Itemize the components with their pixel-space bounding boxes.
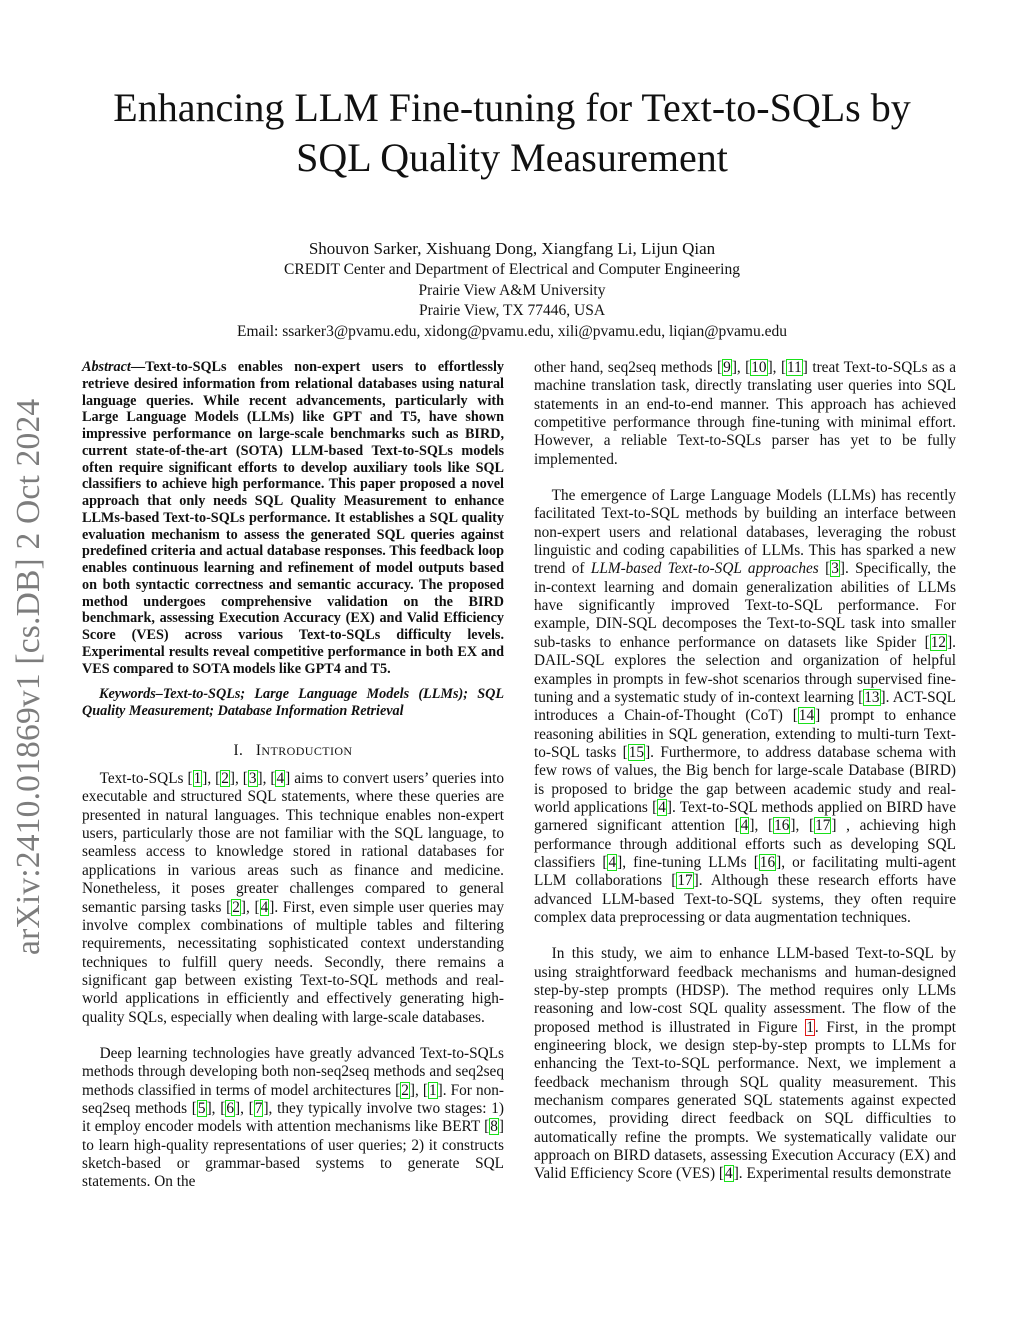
text-run: , fine-tuning LLMs xyxy=(622,853,754,871)
citation-link[interactable]: 9 xyxy=(723,359,731,376)
citation-link[interactable]: 17 xyxy=(677,872,693,890)
intro-paragraph-1: Text-to-SQLs [1], [2], [3], [4] aims to convert users’ queries into executable and structured SQL statements, where these queries are presented in natural languages. This technique enables non-expert users, particularly those are not familiar with the SQL language, to seamless access to knowledge stored in rational databases for applications in various areas such as finance and medicine. Nonetheless, it poses greater challenges compared to general semantic parsing tasks [2], [4]. First, even simple user queries may involve complex combinations of multiple tables and filtering requirements, necessitating sophisticated context understanding techniques to fulfill query needs. Secondly, there remains a significant gap between existing Text-to-SQL methods and real-world applications in efficiently and effectively generating high-quality SQLs, especially when dealing with large-scale databases. xyxy=(82,770,505,1026)
citation-link[interactable]: 2 xyxy=(221,770,229,788)
text-run: , achieving high performance through additional efforts such as developing SQL classifiers xyxy=(534,817,956,871)
citation-link[interactable]: 16 xyxy=(774,817,790,835)
intro-paragraph-4: In this study, we aim to enhance LLM-based Text-to-SQL by using straightforward feedback mechanisms and human-designed step-by-step prompts (HDSP). The method requires only LLMs reasoning and low-cost SQL quality assessment. The flow of the proposed method is illustrated in Figure 1. First, in the prompt engineering block, we design step-by-step prompts to LLMs for enhancing the Text-to-SQL performance. Next, we implement a feedback mechanism through SQL quality measurement. This mechanism compares generated SQL statements against expected outcomes, providing direct feedback on SQL difficulties to automatically refine the prompts. We systematically validate our approach on BIRD datasets, assessing Execution Accuracy (EX) and Valid Efficiency Score (VES) [4]. Experimental results demonstrate xyxy=(534,945,956,1183)
text-run xyxy=(819,560,825,577)
citation-link[interactable]: 4 xyxy=(725,1165,733,1183)
text-run: In this study, we aim to enhance LLM-based Text-to-SQL by using straightforward feedback mechanisms and human-designed step-by-step prompts (HDSP). The method requires only LLMs reasoning and low-cost SQL quality assessment. The flow of the proposed method is illustrated in Figure xyxy=(534,945,956,1036)
citation-link[interactable]: 2 xyxy=(401,1081,409,1099)
intro-paragraph-2: Deep learning technologies have greatly advanced Text-to-SQLs methods through developing both non-seq2seq methods and seq2seq methods classified in terms of model architectures [2], [1]. For non-seq2seq methods [5], [6], [7], they typically involve two stages: 1) it employ encoder models with attention mechanisms like BERT [8] to learn high-quality representations of user queries; 2) it constructs sketch-based or grammar-based systems to generate SQL statements. On the xyxy=(82,1044,504,1191)
right-column xyxy=(534,359,956,1184)
author-names: Shouvon Sarker, Xishuang Dong, Xiangfang Li, Lijun Qian xyxy=(308,239,716,258)
citation-link[interactable]: 7 xyxy=(254,1099,263,1117)
text-run: . Text-to-SQL methods applied on BIRD have garnered significant attention xyxy=(534,798,956,835)
citation-link[interactable]: 1 xyxy=(428,1081,437,1099)
citation-link[interactable]: 1 xyxy=(193,770,202,788)
text-run: . Furthermore, to address database schema with few rows of values, the Big bench for large-scale Database (BIRD) is proposed to bridge the gap between academic study and real-world applications xyxy=(534,743,956,816)
text-run: Text-to-SQLs xyxy=(99,770,188,788)
text-run: . First, even simple user queries may involve complex combinations of multiple tables and filtering requirements, necessitating sophisticated context understanding techniques to fulfill query needs. Secondly, there remains a significant gap between existing Text-to-SQL methods and real-world applications in efficiently and effectively generating high-quality SQLs, especially when dealing with large-scale databases. xyxy=(82,898,505,1026)
section-title-initial: I xyxy=(255,741,262,759)
arxiv-identifier-stamp: arXiv:2410.01869v1 [cs.DB] 2 Oct 2024 xyxy=(10,398,47,955)
citation-link[interactable]: 17 xyxy=(815,817,831,835)
citation-link[interactable]: 14 xyxy=(798,707,815,725)
citation-link[interactable]: 15 xyxy=(628,743,645,761)
citation-link[interactable]: 16 xyxy=(759,853,776,871)
title-line-1: Enhancing LLM Fine-tuning for Text-to-SQLs by xyxy=(113,85,911,130)
text-run: . Experimental results demonstrate xyxy=(738,1165,952,1183)
keywords: Keywords–Text-to-SQLs; Large Language Models (LLMs); SQL Quality Measurement; Database Information Retrieval xyxy=(82,686,504,719)
abstract-dash: — xyxy=(130,359,146,375)
text-run: Deep learning technologies have greatly advanced Text-to-SQLs methods through developing both non-seq2seq methods and seq2seq methods classified in terms of model architectures xyxy=(82,1044,504,1099)
citation-link[interactable]: 4 xyxy=(276,770,285,788)
text-run: . ACT-SQL introduces a Chain-of-Thought (CoT) xyxy=(534,688,956,725)
citation-link[interactable]: 2 xyxy=(232,898,240,916)
intro-paragraph-3: The emergence of Large Language Models (LLMs) has recently facilitated Text-to-SQL methods by building an interface between non-expert users and relational databases, leveraging the robust linguistic and coding capabilities of LLMs. This has sparked a new trend of LLM-based Text-to-SQL approaches [3]. Specifically, the in-context learning and domain generalization abilities of LLMs have significantly improved Text-to-SQL performance. For example, DIN-SQL decomposes the Text-to-SQL task into smaller sub-tasks to enhance performance on datasets like Spider [12]. DAIL-SQL explores the selection and organization of helpful examples in prompts in few-shot scenarios through supervised fine-tuning and a systematic study of in-context learning [13]. ACT-SQL introduces a Chain-of-Thought (CoT) [14] prompt to enhance reasoning abilities in SQL generation, extending to multi-turn Text-to-SQL tasks [15]. Furthermore, to address database schema with few rows of values, the Big bench for large-scale Database (BIRD) is proposed to bridge the gap between academic study and real-world applications [4]. Text-to-SQL methods applied on BIRD have garnered significant attention [4], [16], [17] , achieving high performance through additional efforts such as developing SQL classifiers [4], fine-tuning LLMs [16], or facilitating multi-agent LLM collaborations [17]. Although these research efforts have advanced LLM-based Text-to-SQL systems, they often require complex data preprocessing or data augmentation techniques. xyxy=(534,487,956,926)
text-run: . First, in the prompt engineering block, we design step-by-step prompts to LLMs for enhancing the Text-to-SQL performance. Next, we implement a feedback mechanism through SQL quality measurement. This mechanism compares generated SQL statements against expected outcomes, providing direct feedback on SQL difficulties to automatically refine the prompts. We systematically validate our approach on BIRD datasets, assessing Execution Accuracy (EX) and Valid Efficiency Score (VES) xyxy=(534,1018,956,1183)
left-column xyxy=(82,359,504,1192)
citation-link[interactable]: 8 xyxy=(490,1118,498,1136)
text-run: , or facilitating multi-agent LLM collaborations xyxy=(534,853,956,890)
abstract-text: Text-to-SQLs enables non-expert users to effortlessly retrieve desired information from relational databases using natural language queries. While recent advancements, particularly with Large Language Models (LLMs) like GPT and T5, have shown impressive performance on large-scale benchmarks such as BIRD, current state-of-the-art (SOTA) LLM-based Text-to-SQLs models often require significant efforts to develop auxiliary tools like SQL classifiers to achieve high performance. This paper proposed a novel approach that only needs SQL Quality Measurement to enhance LLMs-based Text-to-SQLs performance. It establishes a SQL quality evaluation mechanism to assess the generated SQL queries against predefined criteria and actual database responses. This feedback loop enables continuous learning and refinement of model outputs based on both syntactic correctness and semantic accuracy. The proposed method undergoes comprehensive validation on the BIRD benchmark, assessing Execution Accuracy (EX) and Valid Efficiency Score (VES) across various Text-to-SQLs difficulty levels. Experimental results reveal competitive performance in both EX and VES compared to SOTA models like GPT4 and T5. xyxy=(82,359,504,677)
title-line-2: SQL Quality Measurement xyxy=(296,135,728,180)
affiliation-address: Prairie View, TX 77446, USA xyxy=(418,302,606,319)
text-run: . DAIL-SQL explores the selection and organization of helpful examples in prompts in few-shot scenarios through supervised fine-tuning and a systematic study of in-context learning xyxy=(534,633,956,706)
abstract-label: Abstract xyxy=(82,359,131,375)
section-title-rest: NTRODUCTION xyxy=(261,743,353,758)
text-run: . For non-seq2seq methods xyxy=(82,1081,504,1117)
citation-link[interactable]: 6 xyxy=(226,1099,234,1117)
text-run: aims to convert users’ queries into executable and structured SQL statements, where these queries are presented in natural languages. This technique enables non-expert users, particularly those are not familiar with the SQL language, to seamless access to knowledge stored in rational databases for applications in various areas such as finance and medicine. Nonetheless, it poses greater challenges compared to general semantic parsing tasks xyxy=(82,770,505,916)
affiliation-university: Prairie View A&M University xyxy=(418,281,606,299)
text-run: treat Text-to-SQLs as a machine translation task, directly translating user queries into SQL statements in an end-to-end manner. This approach has achieved competitive performance through fine-tuning with minimal effort. However, a reliable Text-to-SQLs parser has yet to be fully implemented. xyxy=(534,359,956,468)
emphasized-text: LLM-based Text-to-SQL approaches xyxy=(590,560,819,578)
citation-link[interactable]: 4 xyxy=(740,817,749,835)
text-run: to learn high-quality representations of user queries; 2) it constructs sketch-based or grammar-based systems to generate SQL statements. On the xyxy=(82,1136,504,1191)
affiliation-department: CREDIT Center and Department of Electrical and Computer Engineering xyxy=(284,261,740,278)
text-run: other hand, seq2seq methods xyxy=(534,359,718,376)
paper-title xyxy=(0,83,1024,183)
section-heading-introduction xyxy=(82,742,504,760)
intro-paragraph-2-continued: other hand, seq2seq methods [9], [10], [11] treat Text-to-SQLs as a machine translation task, directly translating user queries into SQL statements in an end-to-end manner. This approach has achieved competitive performance through fine-tuning with minimal effort. However, a reliable Text-to-SQLs parser has yet to be fully implemented. xyxy=(534,359,956,468)
figure-reference-link[interactable]: 1 xyxy=(806,1018,814,1036)
section-number: I. xyxy=(233,741,244,759)
author-emails: Email: ssarker3@pvamu.edu, xidong@pvamu.edu, xili@pvamu.edu, liqian@pvamu.edu xyxy=(237,322,787,340)
text-run: prompt to enhance reasoning abilities in SQL generation, extending to multi-turn Text-to-SQL tasks xyxy=(534,707,956,761)
text-run: . Specifically, the in-context learning and domain generalization abilities of LLMs have significantly improved Text-to-SQL performance. For example, DIN-SQL decomposes the Text-to-SQL task into smaller sub-tasks to enhance performance on datasets like Spider xyxy=(534,560,956,651)
text-run: The emergence of Large Language Models (LLMs) has recently facilitated Text-to-SQL methods by building an interface between non-expert users and relational databases, leveraging the robust linguistic and coding capabilities of LLMs. This has sparked a new trend of xyxy=(534,487,956,578)
citation-link[interactable]: 4 xyxy=(260,898,269,916)
citation-link[interactable]: 5 xyxy=(197,1099,206,1117)
citation-link[interactable]: 12 xyxy=(930,633,947,651)
citation-link[interactable]: 4 xyxy=(608,853,617,871)
text-run: , they typically involve two stages: 1) it employ encoder models with attention mechanisms like BERT xyxy=(82,1099,504,1136)
citation-link[interactable]: 3 xyxy=(248,770,257,788)
citation-link[interactable]: 11 xyxy=(787,359,802,376)
abstract xyxy=(82,359,504,677)
citation-link[interactable]: 4 xyxy=(658,798,666,816)
author-block xyxy=(0,238,1024,342)
citation-link[interactable]: 13 xyxy=(864,688,880,706)
citation-link[interactable]: 10 xyxy=(751,359,767,376)
citation-link[interactable]: 3 xyxy=(831,560,839,578)
text-run: . Although these research efforts have advanced LLM-based Text-to-SQL systems, they often require complex data preprocessing or data augmentation techniques. xyxy=(534,872,956,926)
